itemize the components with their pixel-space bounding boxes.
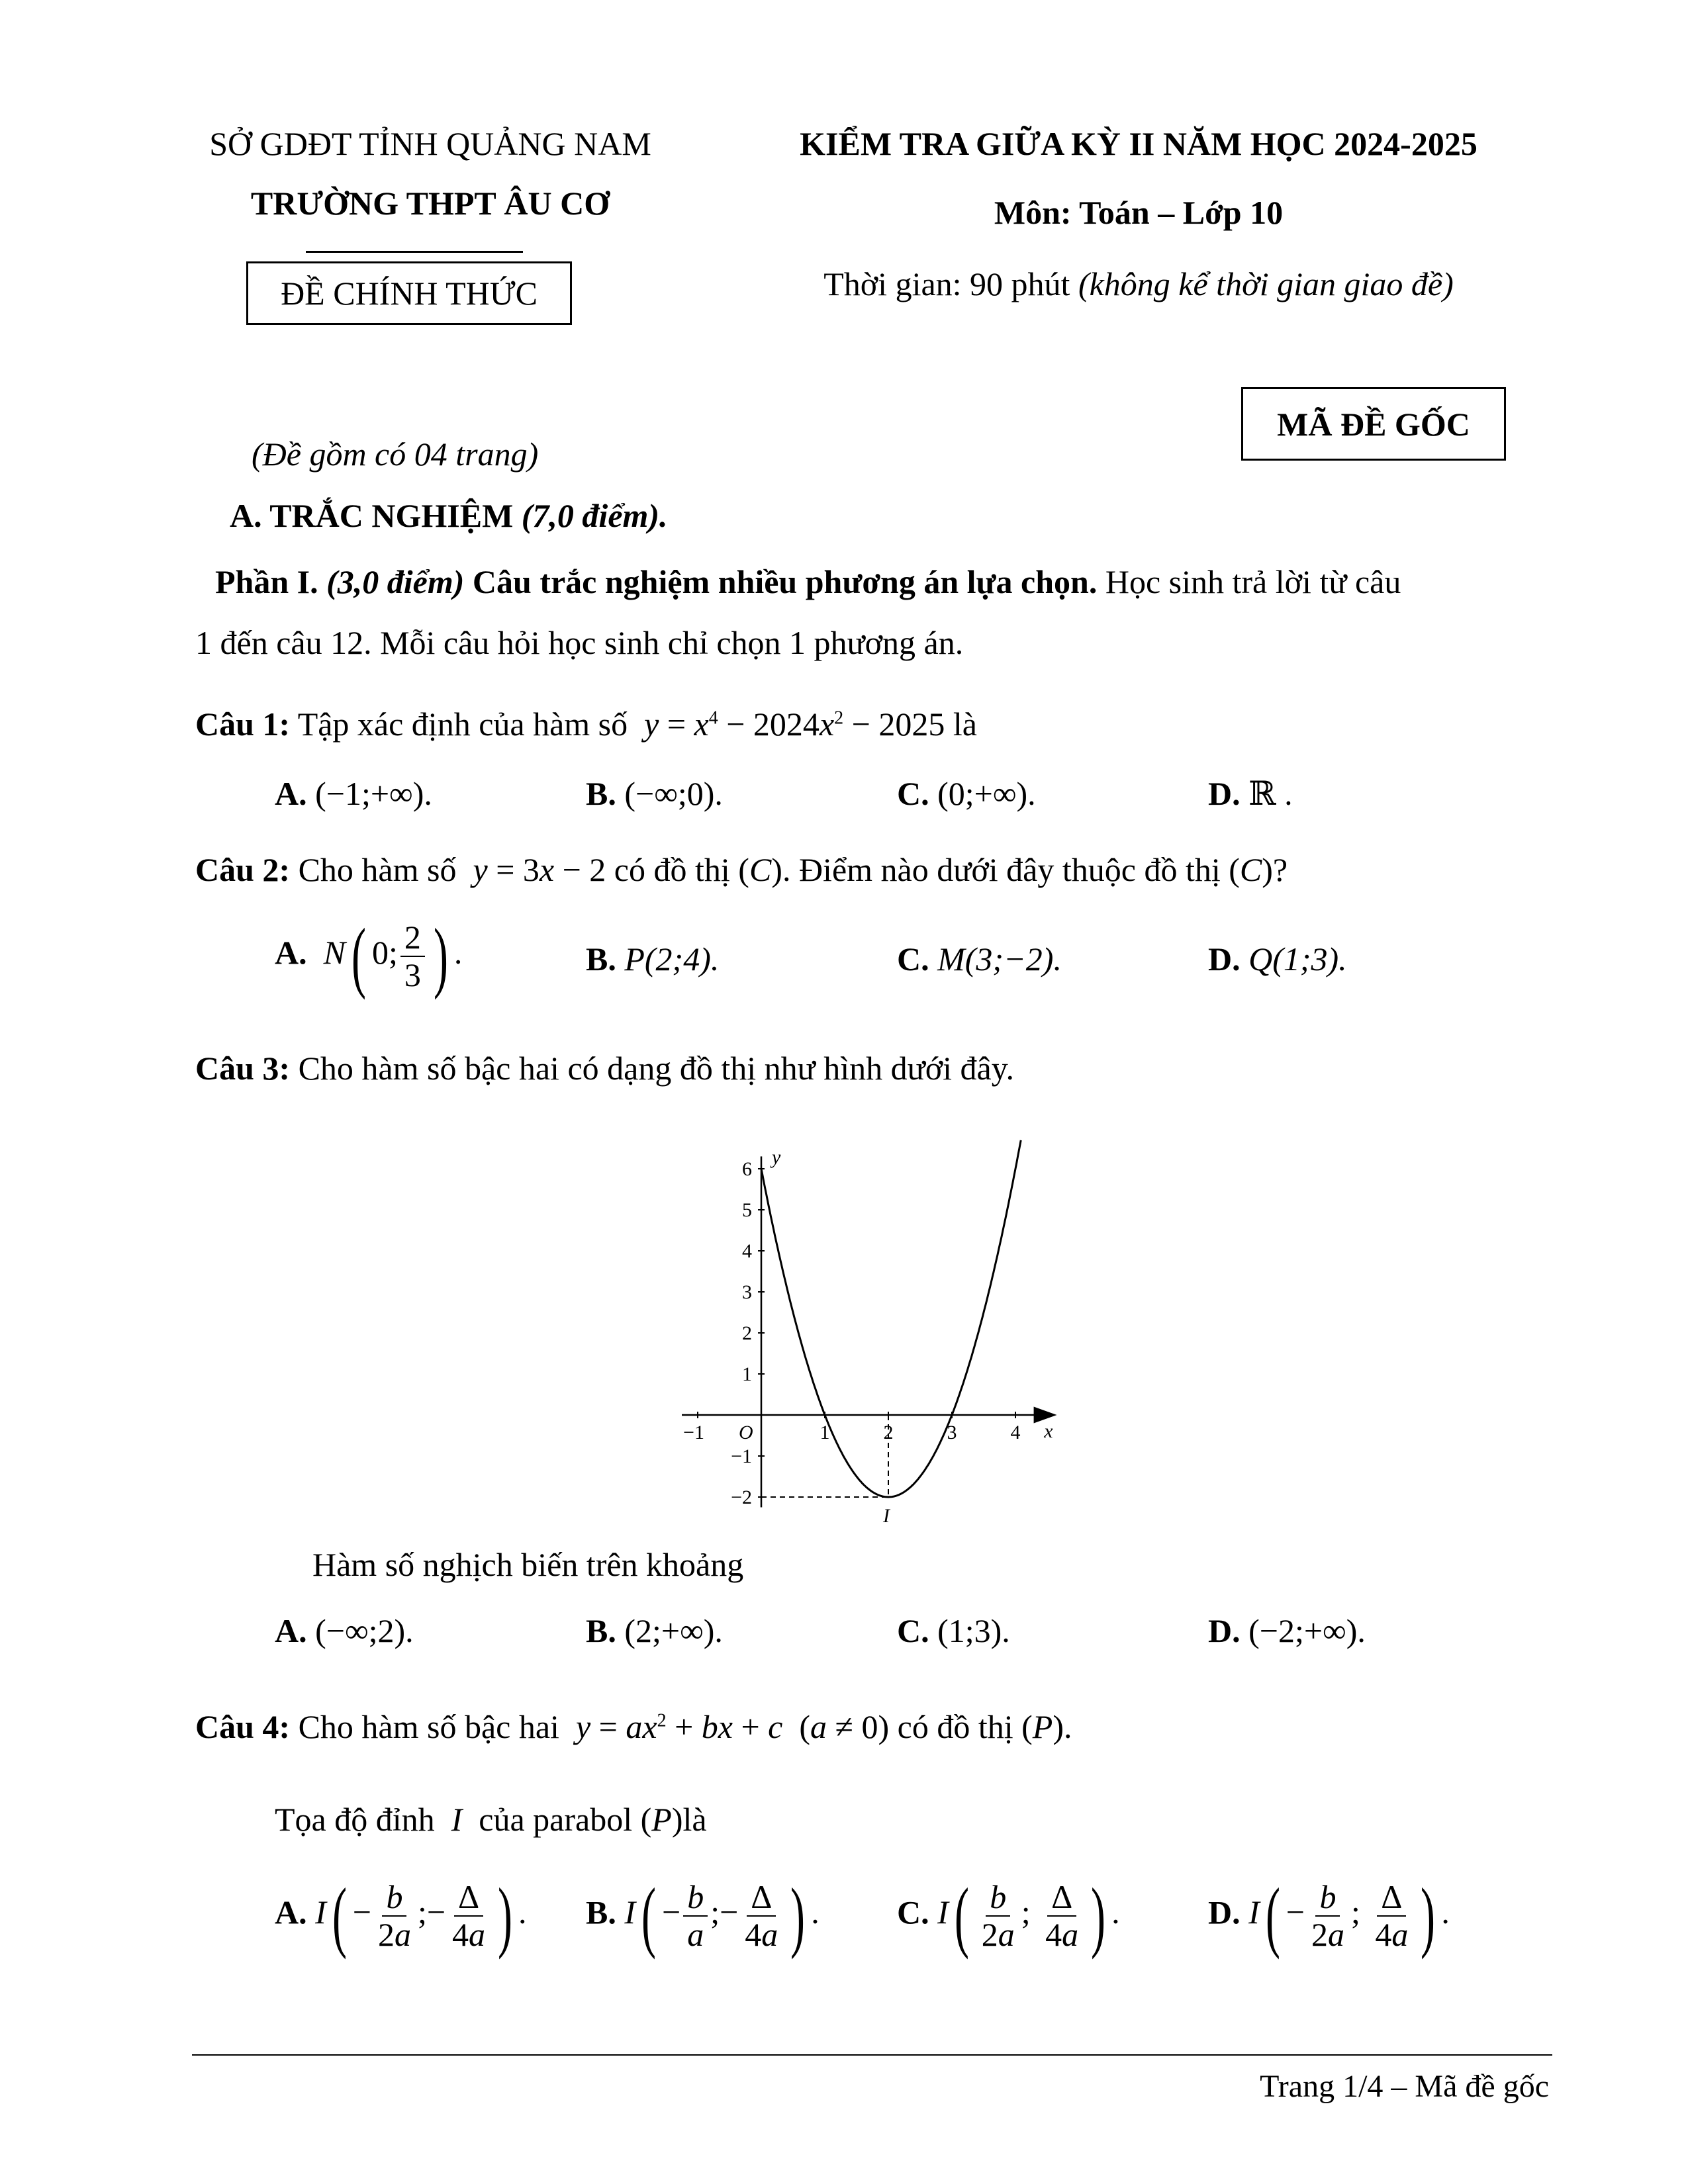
- y-tick-label: 3: [742, 1281, 752, 1303]
- y-axis-label: y: [772, 1146, 781, 1168]
- q4-option-c-text: I( $\frac{b}{2a}$ ; $\frac{\Delta}{4a}$ ) .: [937, 1872, 1120, 1960]
- q2-option-a[interactable]: A. N( 0; $\frac{2}{3}$ ) .: [275, 912, 463, 1000]
- q4-option-d-text: I( − $\frac{b}{2a}$ ; $\frac{\Delta}{4a}$ ) .: [1248, 1872, 1450, 1960]
- q3-question: Hàm số nghịch biến trên khoảng: [312, 1546, 744, 1583]
- q1-option-a-text: (−1;+∞).: [315, 775, 432, 812]
- q4-label: Câu 4:: [195, 1708, 291, 1745]
- q2-formula: y = 3x − 2: [473, 851, 606, 888]
- q3-option-c-text: (1;3).: [937, 1612, 1010, 1649]
- y-tick-label: −2: [731, 1486, 752, 1508]
- time-line: [741, 265, 1536, 303]
- question-3: [195, 1049, 1014, 1087]
- q4-text-1: Cho hàm số bậc hai: [298, 1708, 559, 1745]
- part1-points: (3,0 điểm): [326, 563, 465, 600]
- part1-instruction-1: Học sinh trả lời từ câu: [1105, 563, 1401, 600]
- q1-text: Tập xác định của hàm số: [297, 705, 628, 743]
- school-name: TRƯỜNG THPT ÂU CƠ: [250, 185, 610, 222]
- question-1: [195, 705, 977, 743]
- q4-vertex-symbol: I: [443, 1801, 471, 1838]
- q2-text-3: . Điểm nào dưới đây thuộc đồ thị: [782, 851, 1221, 888]
- q3-label: Câu 3:: [195, 1050, 291, 1087]
- q3-option-d-text: (−2;+∞).: [1248, 1612, 1366, 1649]
- x-tick-label: 4: [1010, 1422, 1021, 1443]
- parabola-graph: [675, 1138, 1112, 1535]
- q4-option-a[interactable]: A. I( − $\frac{b}{2a}$ ;− $\frac{\Delta}{4a}$ ) .: [275, 1872, 527, 1960]
- q1-label: Câu 1:: [195, 705, 291, 743]
- q4-question: [275, 1800, 707, 1839]
- q1-option-b-text: (−∞;0).: [624, 775, 723, 812]
- time-prefix: Thời gian: 90 phút: [823, 265, 1070, 302]
- q3-option-a[interactable]: A. (−∞;2).: [275, 1612, 414, 1649]
- q1-suffix: là: [953, 705, 977, 743]
- q2-text-1: Cho hàm số: [298, 851, 457, 888]
- y-tick-label: 2: [742, 1322, 752, 1344]
- q2-option-c[interactable]: C. M(3;−2).: [897, 940, 1062, 978]
- q2-text-2: có đồ thị: [614, 851, 730, 888]
- time-note: (không kể thời gian giao đề): [1078, 265, 1454, 302]
- footer-rule: [192, 2054, 1552, 2056]
- q3-option-c[interactable]: C. (1;3).: [897, 1612, 1010, 1649]
- q4-text-3: Tọa độ đỉnh: [275, 1801, 435, 1838]
- q1-option-c-text: (0;+∞).: [937, 775, 1036, 812]
- q4-text-4: của parabol: [479, 1801, 633, 1838]
- q4-option-d[interactable]: D. I( − $\frac{b}{2a}$ ; $\frac{\Delta}{4a}$ ) .: [1208, 1872, 1450, 1960]
- section-a-points: (7,0 điểm).: [521, 497, 668, 534]
- section-a-label: A. TRẮC NGHIỆM: [230, 497, 514, 534]
- section-a-title: [230, 496, 668, 535]
- q2-label: Câu 2:: [195, 851, 291, 888]
- part1-label: Phần I.: [215, 563, 318, 600]
- y-tick-label: 1: [742, 1363, 752, 1385]
- q3-option-b[interactable]: B. (2;+∞).: [586, 1612, 723, 1649]
- x-tick-label: 3: [947, 1422, 957, 1443]
- q1-option-a[interactable]: A. (−1;+∞).: [275, 775, 432, 812]
- header-underline: [306, 251, 523, 253]
- graph-labels: [683, 1146, 1053, 1527]
- part1-heading: [215, 563, 1401, 601]
- exam-code: MÃ ĐỀ GỐC: [1277, 405, 1470, 443]
- q2-option-d-text: Q(1;3).: [1248, 940, 1347, 978]
- exam-code-box: [1241, 387, 1506, 461]
- y-tick-label: 6: [742, 1158, 752, 1180]
- question-4: [195, 1707, 1072, 1746]
- q4-graph-name: (P).: [1021, 1708, 1072, 1745]
- q4-formula: $y = ax^2$ + bx + c (a ≠ 0): [575, 1708, 890, 1745]
- q2-option-c-text: M(3;−2).: [937, 940, 1062, 978]
- q3-option-d[interactable]: D. (−2;+∞).: [1208, 1612, 1366, 1649]
- q3-option-a-text: (−∞;2).: [315, 1612, 414, 1649]
- q1-formula: $y = x^4 - 2024x^2 - 2025$: [644, 705, 945, 743]
- official-exam-box: [246, 261, 572, 325]
- q2-option-a-text: N( 0; $\frac{2}{3}$ ) .: [323, 912, 463, 1000]
- x-axis-label: x: [1044, 1420, 1053, 1442]
- question-2: [195, 850, 1288, 889]
- q2-graph-name: (C): [738, 851, 782, 888]
- x-tick-label: 1: [820, 1422, 830, 1443]
- part1-instruction-2: 1 đến câu 12. Mỗi câu hỏi học sinh chỉ chọn 1 phương án.: [195, 624, 964, 661]
- exam-title: KIỂM TRA GIỮA KỲ II NĂM HỌC 2024-2025: [800, 125, 1477, 162]
- q4-option-c[interactable]: C. I( $\frac{b}{2a}$ ; $\frac{\Delta}{4a}$ ) .: [897, 1872, 1120, 1960]
- q1-option-d[interactable]: D. ℝ .: [1208, 775, 1293, 812]
- x-tick-label: 2: [883, 1422, 894, 1443]
- y-tick-label: −1: [731, 1445, 752, 1467]
- q1-option-c[interactable]: C. (0;+∞).: [897, 775, 1036, 812]
- official-label: ĐỀ CHÍNH THỨC: [281, 275, 538, 312]
- q4-option-b-text: I( − $\frac{b}{a}$ ;− $\frac{\Delta}{4a}$ ) .: [624, 1872, 820, 1960]
- q2-graph-name-2: (C)?: [1229, 851, 1288, 888]
- q2-option-d[interactable]: D. Q(1;3).: [1208, 940, 1347, 978]
- q3-option-b-text: (2;+∞).: [624, 1612, 723, 1649]
- graph-curve: [761, 1140, 1021, 1497]
- subject-line: Môn: Toán – Lớp 10: [994, 194, 1284, 231]
- y-tick-label: 5: [742, 1199, 752, 1221]
- q2-option-b[interactable]: B. P(2;4).: [586, 940, 720, 978]
- x-tick-label: −1: [683, 1422, 704, 1443]
- q4-text-2: có đồ thị: [897, 1708, 1013, 1745]
- q4-text-5: là: [682, 1801, 707, 1838]
- q1-option-b[interactable]: B. (−∞;0).: [586, 775, 723, 812]
- q4-option-a-text: I( − $\frac{b}{2a}$ ;− $\frac{\Delta}{4a}$ ) .: [315, 1872, 527, 1960]
- q4-parabola-name: (P): [640, 1801, 683, 1838]
- page-count-note: (Đề gồm có 04 trang): [252, 435, 539, 473]
- q3-text: Cho hàm số bậc hai có dạng đồ thị như hình dưới đây.: [298, 1050, 1014, 1087]
- q1-option-d-text: ℝ .: [1248, 775, 1293, 812]
- department-name: SỞ GDĐT TỈNH QUẢNG NAM: [209, 125, 651, 162]
- vertex-label: I: [883, 1505, 890, 1527]
- part1-title: Câu trắc nghiệm nhiều phương án lựa chọn.: [472, 563, 1098, 600]
- q4-option-b[interactable]: B. I( − $\frac{b}{a}$ ;− $\frac{\Delta}{4a}$ ) .: [586, 1872, 820, 1960]
- parabola-curve: [761, 1140, 1021, 1497]
- y-tick-label: 4: [742, 1240, 752, 1262]
- q2-option-b-text: P(2;4).: [624, 940, 720, 978]
- footer-page-info: Trang 1/4 – Mã đề gốc: [1260, 2069, 1549, 2104]
- origin-label: O: [739, 1422, 753, 1443]
